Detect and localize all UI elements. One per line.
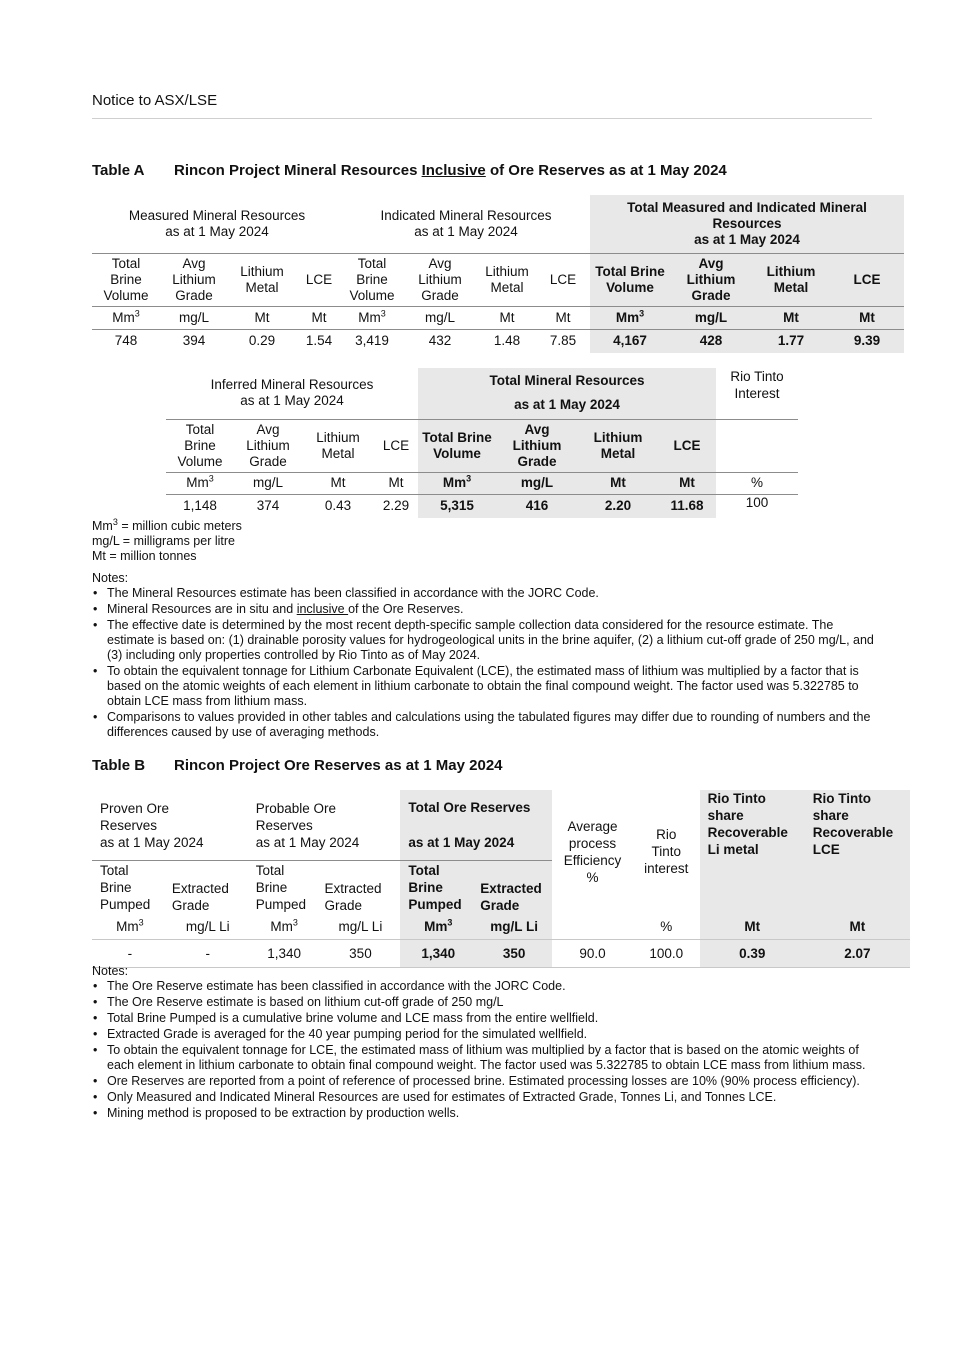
measured-metal: 0.29 [248, 333, 276, 349]
inferred-grade: 374 [256, 498, 280, 514]
table-a-title-underlined: Inclusive [421, 162, 486, 179]
col-lithium-metal: Lithium Metal [578, 419, 658, 472]
total-mi-grade: 428 [670, 329, 752, 353]
inferred-units-row [166, 472, 798, 494]
inferred-column-row [166, 419, 798, 472]
measured-grade: 394 [182, 333, 206, 349]
col-lce: LCE [296, 253, 342, 306]
unit-mt: Mt [700, 914, 805, 940]
unit-mt: Mt [536, 306, 590, 329]
col-total-brine-pumped: Total Brine Pumped [248, 861, 321, 914]
total-mr-volume: 5,315 [418, 494, 496, 518]
unit-mm3: Mm$^3$ [342, 306, 402, 329]
unit-mgl: mg/L [160, 306, 228, 329]
unit-mt: Mt [228, 306, 296, 329]
notes-table-a [92, 571, 874, 741]
note-item: • Total Brine Pumped is a cumulative brine volume and LCE mass from the entire wellfield. [92, 1011, 874, 1026]
total-mi-group-header: Total Measured and Indicated Mineral Resources as at 1 May 2024 [590, 195, 904, 253]
col-avg-lithium-grade: Avg Lithium Grade [234, 419, 302, 472]
col-avg-lithium-grade: Avg Lithium Grade [160, 253, 228, 306]
notes-heading: Notes: [92, 964, 129, 978]
unit-mm3: Mm$^3$ [270, 917, 298, 934]
col-total-brine-volume: Total Brine Volume [92, 253, 160, 306]
col-total-brine-pumped: Total Brine Pumped [92, 861, 168, 914]
table-a-title [92, 162, 727, 179]
unit-mgl: mg/L [402, 306, 478, 329]
col-lithium-metal: Lithium Metal [478, 253, 536, 306]
total-brine-pumped: 1,340 [400, 940, 476, 968]
indicated-grade: 432 [428, 333, 452, 349]
rio-interest-value: 100 [745, 494, 769, 510]
col-extracted-grade: Extracted Grade [321, 861, 401, 914]
unit-mm3: Mm$^3$ [400, 914, 476, 940]
table-a-title-end: of Ore Reserves as at 1 May 2024 [485, 162, 727, 179]
col-total-brine-volume: Total Brine Volume [166, 419, 234, 472]
unit-mgl-li: mg/L Li [476, 914, 552, 940]
unit-mm3: Mm$^3$ [418, 472, 496, 494]
unit-mm3: Mm$^3$ [166, 472, 234, 494]
note-item: • The Mineral Resources estimate has been classified in accordance with the JORC Code. [92, 586, 874, 601]
table-a-column-row [92, 253, 904, 306]
note-item: • Only Measured and Indicated Mineral Resources are used for estimates of Extracted Grade, Tonnes Li, and Tonnes LCE. [92, 1090, 874, 1105]
abbr-mt: Mt = million tonnes [92, 549, 197, 563]
note-item: • The effective date is determined by the most recent depth-specific sample collection data considered for the resource estimate. The estimate is based on: (1) drainable porosity values for hydrogeological units in the brine aquifer, (2) a lithium cut-off grade of 250 mg/L, and (3) including only properties controlled by Rio Tinto as of May 2024. [92, 618, 874, 663]
table-a [92, 195, 904, 353]
unit-mt: Mt [478, 306, 536, 329]
rio-interest-header: Rio Tinto interest [644, 827, 689, 877]
indicated-group-header: Indicated Mineral Resources as at 1 May 2024 [342, 195, 590, 253]
unit-pct: % [660, 918, 673, 934]
table-b-title-text: Rincon Project Ore Reserves as at 1 May 2024 [174, 757, 503, 774]
unit-blank [552, 914, 633, 940]
note-item: • Mining method is proposed to be extraction by production wells. [92, 1106, 874, 1121]
proven-extracted-grade: - [205, 946, 211, 961]
avg-process-efficiency-header: Average process Efficiency % [563, 818, 622, 885]
abbr-mm3: Mm$^3$ = million cubic meters [92, 516, 242, 533]
col-avg-lithium-grade: Avg Lithium Grade [670, 253, 752, 306]
table-b-number: Table B [92, 757, 146, 774]
inferred-lce: 2.29 [382, 498, 410, 514]
probable-group-header: Probable Ore Reserves as at 1 May 2024 [255, 800, 360, 850]
col-total-brine-volume: Total Brine Volume [418, 419, 496, 472]
note-item: • The Ore Reserve estimate is based on lithium cut-off grade of 250 mg/L [92, 995, 874, 1010]
unit-mgl: mg/L [496, 472, 578, 494]
measured-lce: 1.54 [305, 333, 333, 349]
note-item: • To obtain the equivalent tonnage for LCE, the estimated mass of lithium was multiplied by a factor that is based on the atomic weights of each element in lithium carbonate to obtain final compound weight. The factor used was 5.322785 to obtain LCE mass from lithium mass. [92, 1043, 874, 1073]
unit-mt: Mt [374, 472, 418, 494]
table-b-group-row [92, 790, 910, 861]
measured-group-header: Measured Mineral Resources as at 1 May 2024 [92, 195, 342, 253]
total-mr-group-header: Total Mineral Resources as at 1 May 2024 [418, 368, 716, 419]
rio-interest-header: Rio Tinto Interest [716, 368, 798, 419]
page-header [92, 92, 872, 119]
unit-mm3: Mm$^3$ [92, 914, 168, 940]
table-a-group-row [92, 195, 904, 253]
indicated-volume: 3,419 [355, 333, 389, 349]
unit-mt: Mt [578, 472, 658, 494]
total-mr-lce: 11.68 [658, 494, 716, 518]
total-ore-group-header: Total Ore Reserves as at 1 May 2024 [400, 790, 552, 861]
rio-column-blank [716, 419, 798, 472]
table-a-value-row [92, 329, 904, 353]
inferred-group-header: Inferred Mineral Resources as at 1 May 2024 [166, 368, 418, 419]
table-a-title-text: Rincon Project Mineral Resources [174, 162, 422, 179]
note-item: • Comparisons to values provided in other tables and calculations using the tabulated figures may differ due to rounding of numbers and the differences caused by use of averaging methods. [92, 710, 874, 740]
share-lce: 2.07 [805, 940, 910, 968]
col-lce: LCE [830, 253, 904, 306]
col-lithium-metal: Lithium Metal [752, 253, 830, 306]
note-item: • Mineral Resources are in situ and inclusive of the Ore Reserves. [92, 602, 874, 617]
table-b-units-row [92, 914, 910, 940]
total-mi-metal: 1.77 [752, 329, 830, 353]
unit-mgl-li: mg/L Li [338, 918, 383, 934]
total-mr-grade: 416 [496, 494, 578, 518]
notes-table-b [92, 964, 874, 1122]
unit-mgl-li: mg/L Li [185, 918, 230, 934]
unit-mt: Mt [658, 472, 716, 494]
total-mr-metal: 2.20 [578, 494, 658, 518]
rio-interest: 100.0 [649, 946, 684, 961]
note-item: • Extracted Grade is averaged for the 40 year pumping period for the simulated wellfield. [92, 1027, 874, 1042]
unit-mm3: Mm$^3$ [92, 306, 160, 329]
col-lce: LCE [374, 419, 418, 472]
note-item: • The Ore Reserve estimate has been classified in accordance with the JORC Code. [92, 979, 874, 994]
indicated-metal: 1.48 [493, 333, 521, 349]
col-avg-lithium-grade: Avg Lithium Grade [402, 253, 478, 306]
unit-mgl: mg/L [670, 306, 752, 329]
col-lithium-metal: Lithium Metal [228, 253, 296, 306]
col-lithium-metal: Lithium Metal [302, 419, 374, 472]
inferred-value-row [166, 494, 798, 518]
abbr-mgl: mg/L = milligrams per litre [92, 534, 235, 548]
abbreviations [92, 516, 242, 564]
unit-mm3: Mm$^3$ [590, 306, 670, 329]
unit-mt: Mt [830, 306, 904, 329]
table-b-title [92, 757, 503, 774]
col-total-brine-volume: Total Brine Volume [590, 253, 670, 306]
col-total-brine-volume: Total Brine Volume [342, 253, 402, 306]
share-li-header: Rio Tinto share Recoverable Li metal [700, 790, 805, 914]
col-total-brine-pumped: Total Brine Pumped [400, 861, 476, 914]
inferred-group-row [166, 368, 798, 419]
measured-volume: 748 [114, 333, 138, 349]
note-item: • To obtain the equivalent tonnage for Lithium Carbonate Equivalent (LCE), the estimated mass of lithium was multiplied by a factor that is based on the atomic weights of each element in lithium carbonate to obtain the final compound weight. The factor used was 5.322785 to obtain LCE mass from lithium mass. [92, 664, 874, 709]
inferred-volume: 1,148 [183, 498, 217, 514]
total-mi-volume: 4,167 [590, 329, 670, 353]
unit-mt: Mt [805, 914, 910, 940]
table-a-units-row [92, 306, 904, 329]
table-a-number: Table A [92, 162, 145, 179]
table-b [92, 790, 910, 968]
avg-process-efficiency: 90.0 [579, 946, 606, 961]
proven-group-header: Proven Ore Reserves as at 1 May 2024 [100, 800, 204, 850]
total-mi-lce: 9.39 [830, 329, 904, 353]
unit-mgl: mg/L [234, 472, 302, 494]
col-avg-lithium-grade: Avg Lithium Grade [496, 419, 578, 472]
col-extracted-grade: Extracted Grade [476, 861, 552, 914]
header-title: Notice to ASX/LSE [92, 92, 218, 109]
unit-mt: Mt [296, 306, 342, 329]
probable-extracted-grade: 350 [349, 946, 372, 961]
probable-brine-pumped: 1,340 [267, 946, 301, 961]
col-lce: LCE [536, 253, 590, 306]
rio-unit: % [716, 472, 798, 494]
indicated-lce: 7.85 [549, 333, 577, 349]
unit-mt: Mt [302, 472, 374, 494]
share-lce-header: Rio Tinto share Recoverable LCE [805, 790, 910, 914]
col-extracted-grade: Extracted Grade [168, 861, 248, 914]
col-lce: LCE [658, 419, 716, 472]
table-a-inferred [166, 368, 798, 518]
share-li-metal: 0.39 [700, 940, 805, 968]
notes-heading: Notes: [92, 571, 129, 585]
proven-brine-pumped: - [127, 946, 133, 961]
note-item: • Ore Reserves are reported from a point of reference of processed brine. Estimated processing losses are 10% (90% process efficiency). [92, 1074, 874, 1089]
unit-mt: Mt [752, 306, 830, 329]
total-extracted-grade: 350 [476, 940, 552, 968]
inferred-metal: 0.43 [324, 498, 352, 514]
